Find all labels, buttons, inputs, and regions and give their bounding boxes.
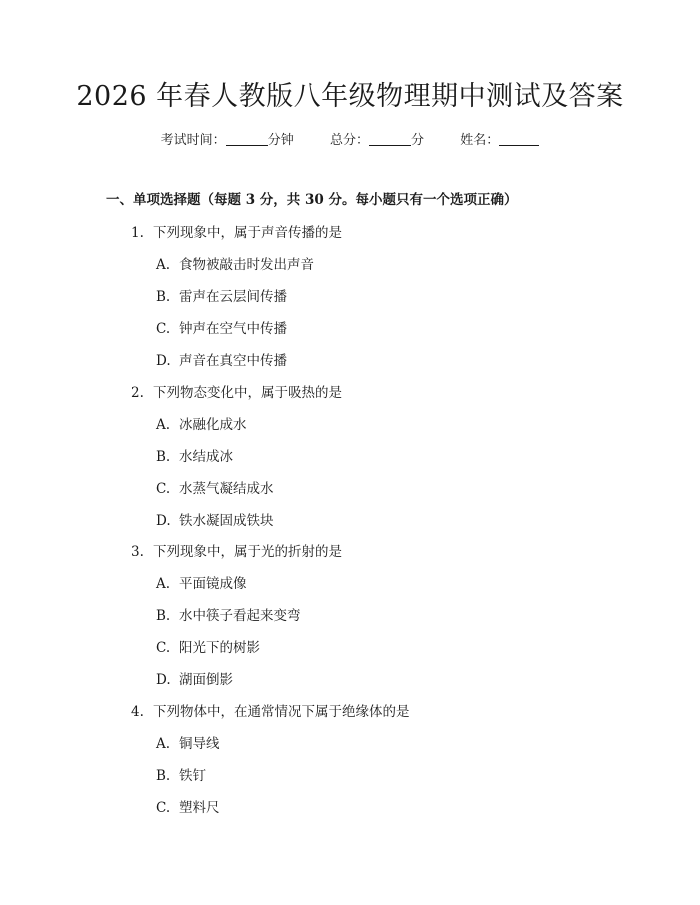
option-text: 水蒸气凝结成水: [179, 481, 274, 497]
option-2a[interactable]: [156, 416, 247, 434]
score-unit: 分: [411, 133, 425, 148]
option-letter: C.: [156, 640, 171, 656]
time-label: 考试时间：: [160, 133, 226, 148]
option-3c[interactable]: [156, 639, 260, 657]
option-text: 阳光下的树影: [179, 640, 260, 656]
option-1c[interactable]: [156, 320, 287, 338]
section-heading: 一、单项选择题（每题 3 分，共 30 分。每小题只有一个选项正确）: [106, 192, 518, 208]
option-text: 湖面倒影: [179, 672, 233, 688]
exam-info-line: [0, 131, 700, 150]
option-3a[interactable]: [156, 575, 247, 593]
option-3b[interactable]: [156, 607, 301, 625]
question-number: 3.: [131, 544, 144, 560]
option-text: 铜导线: [179, 736, 220, 752]
question-text: 下列现象中，属于声音传播的是: [153, 225, 342, 241]
option-1a[interactable]: [156, 256, 314, 274]
option-letter: D.: [156, 513, 171, 529]
time-blank[interactable]: [226, 131, 268, 146]
option-letter: B.: [156, 768, 171, 784]
question-text: 下列物态变化中，属于吸热的是: [153, 385, 342, 401]
option-letter: B.: [156, 608, 171, 624]
option-letter: A.: [156, 257, 171, 273]
name-label: 姓名：: [460, 133, 500, 148]
option-letter: D.: [156, 353, 171, 369]
option-2d[interactable]: [156, 512, 274, 530]
question-2: [131, 384, 342, 402]
score-blank[interactable]: [369, 131, 411, 146]
score-label: 总分：: [329, 133, 369, 148]
question-4: [131, 703, 410, 721]
option-text: 平面镜成像: [179, 576, 247, 592]
option-1b[interactable]: [156, 288, 287, 306]
time-field: [161, 131, 294, 150]
option-4a[interactable]: [156, 735, 220, 753]
option-text: 塑料尺: [179, 800, 220, 816]
question-number: 1.: [131, 225, 144, 241]
page-title: 2026 年春人教版八年级物理期中测试及答案: [76, 81, 624, 112]
option-letter: A.: [156, 736, 171, 752]
option-letter: A.: [156, 417, 171, 433]
option-text: 声音在真空中传播: [179, 353, 287, 369]
option-text: 铁钉: [179, 768, 206, 784]
option-letter: A.: [156, 576, 171, 592]
option-text: 水中筷子看起来变弯: [179, 608, 301, 624]
option-text: 铁水凝固成铁块: [179, 513, 274, 529]
question-text: 下列物体中，在通常情况下属于绝缘体的是: [153, 704, 410, 720]
question-text: 下列现象中，属于光的折射的是: [153, 544, 342, 560]
name-field: [460, 131, 539, 150]
option-letter: D.: [156, 672, 171, 688]
option-2c[interactable]: [156, 480, 274, 498]
option-letter: B.: [156, 449, 171, 465]
question-number: 4.: [131, 704, 144, 720]
option-4b[interactable]: [156, 767, 206, 785]
option-text: 冰融化成水: [179, 417, 247, 433]
option-text: 食物被敲击时发出声音: [179, 257, 314, 273]
question-number: 2.: [131, 385, 144, 401]
option-1d[interactable]: [156, 352, 287, 370]
option-text: 水结成冰: [179, 449, 233, 465]
option-3d[interactable]: [156, 671, 233, 689]
time-unit: 分钟: [267, 133, 294, 148]
option-letter: C.: [156, 321, 171, 337]
question-1: [131, 224, 342, 242]
option-text: 钟声在空气中传播: [179, 321, 287, 337]
name-blank[interactable]: [499, 131, 539, 146]
option-letter: B.: [156, 289, 171, 305]
score-field: [330, 131, 424, 150]
option-4c[interactable]: [156, 799, 220, 817]
question-3: [131, 543, 342, 561]
option-letter: C.: [156, 800, 171, 816]
option-letter: C.: [156, 481, 171, 497]
option-text: 雷声在云层间传播: [179, 289, 287, 305]
option-2b[interactable]: [156, 448, 233, 466]
